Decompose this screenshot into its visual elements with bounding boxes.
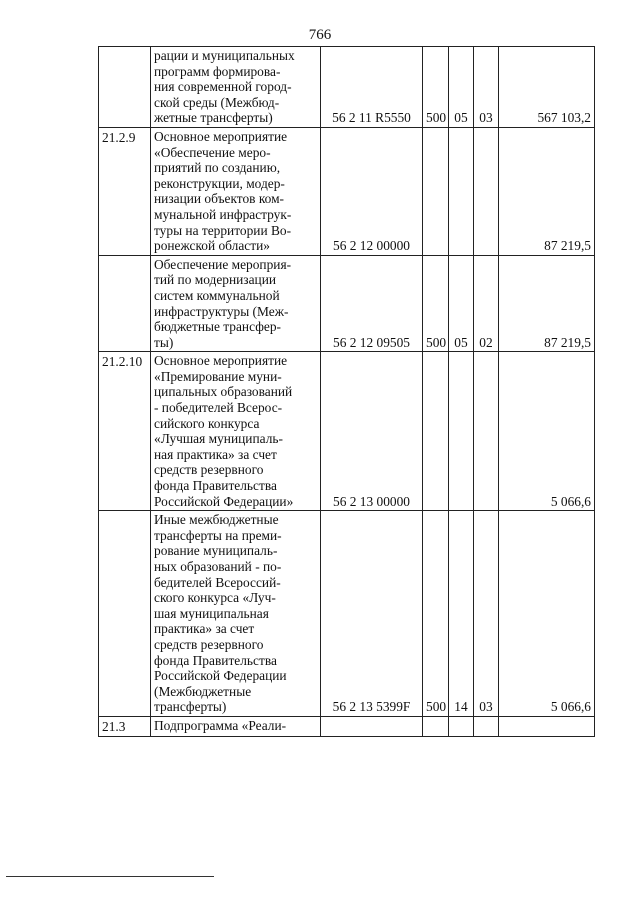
row-name: Основное мероприятие «Премирование муни- ципальных образований - победителей Всерос- сийского конкурса «Лучшая муниципаль- ная практика» за счет средств резервного фонда Правительства Российской Федерации» (154, 353, 294, 509)
row-sum: 5 066,6 (499, 352, 595, 511)
table-row (99, 47, 595, 128)
row-number: 21.3 (99, 716, 151, 736)
row-number: 21.2.10 (99, 352, 151, 511)
page-number: 766 (308, 27, 332, 43)
row-code: 56 2 11 R5550 (321, 47, 423, 128)
budget-table (98, 46, 595, 737)
row-pr: 03 (474, 47, 499, 128)
row-number: 21.2.9 (99, 127, 151, 255)
row-sum: 87 219,5 (499, 255, 595, 352)
row-sum (499, 716, 595, 736)
row-vr (423, 352, 449, 511)
row-number (99, 511, 151, 717)
row-code: 56 2 12 00000 (321, 127, 423, 255)
table-row (99, 352, 595, 511)
row-vr (423, 716, 449, 736)
footnote-divider (6, 876, 214, 877)
row-code: 56 2 13 5399F (321, 511, 423, 717)
row-rz: 14 (449, 511, 474, 717)
row-number (99, 255, 151, 352)
row-rz (449, 127, 474, 255)
row-name: Подпрограмма «Реали- (154, 717, 287, 733)
row-sum: 5 066,6 (499, 511, 595, 717)
row-rz (449, 352, 474, 511)
row-vr (423, 127, 449, 255)
row-code: 56 2 12 09505 (321, 255, 423, 352)
row-name: Основное мероприятие «Обеспечение меро- приятий по созданию, реконструкции, модер- низации объектов ком- мунальной инфраструк- туры на территории Во- ронежской области» (154, 128, 292, 254)
row-code: 56 2 13 00000 (321, 352, 423, 511)
row-name: Иные межбюджетные трансферты на преми- рование муниципаль- ных образований - по- бедителей Всероссий- ского конкурса «Луч- шая муниципальная практика» за счет средств резервного фонда Правительства Российской Федерации (Межбюджетные трансферты) (154, 512, 287, 715)
table-row (99, 255, 595, 352)
row-code (321, 716, 423, 736)
row-name: Обеспечение мероприя- тий по модернизации систем коммунальной инфраструктуры (Меж- бюджетные трансфер- ты) (154, 256, 292, 350)
row-pr: 03 (474, 511, 499, 717)
row-pr (474, 716, 499, 736)
row-vr: 500 (423, 255, 449, 352)
table-row (99, 716, 595, 736)
row-vr: 500 (423, 47, 449, 128)
row-number (99, 47, 151, 128)
row-pr (474, 127, 499, 255)
row-name: рации и муниципальных программ формирова- ния современной город- ской среды (Межбюд- жетные трансферты) (154, 48, 295, 126)
row-rz: 05 (449, 47, 474, 128)
row-sum: 87 219,5 (499, 127, 595, 255)
row-pr: 02 (474, 255, 499, 352)
row-rz: 05 (449, 255, 474, 352)
row-sum: 567 103,2 (499, 47, 595, 128)
row-vr: 500 (423, 511, 449, 717)
table-row (99, 127, 595, 255)
table-row (99, 511, 595, 717)
row-rz (449, 716, 474, 736)
row-pr (474, 352, 499, 511)
